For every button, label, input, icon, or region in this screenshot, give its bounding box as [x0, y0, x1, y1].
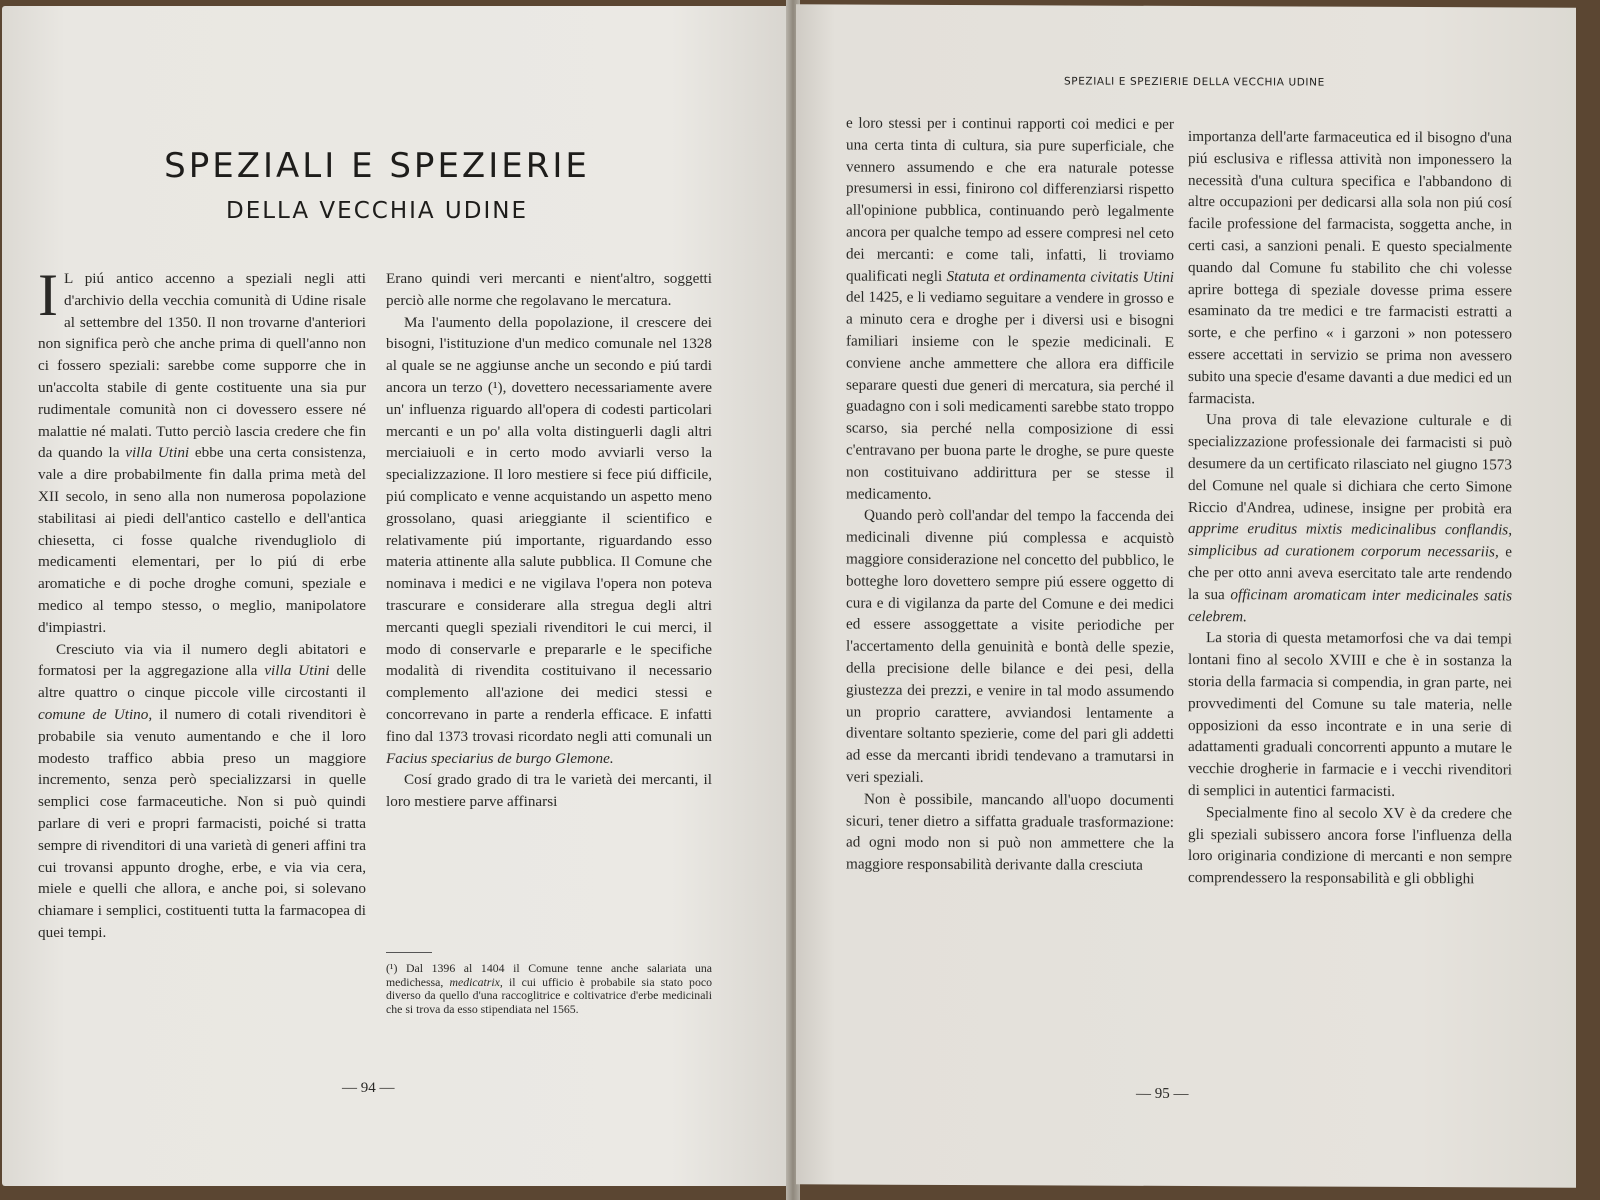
- footnote-rule: [386, 952, 432, 953]
- paragraph: Specialmente fino al secolo XV è da credere che gli speziali subissero ancora forse l'influenza della loro originaria condizione di mercanti e non sempre comprendessero la responsabilità e gli obblighi: [1188, 803, 1512, 888]
- right-column-1: [846, 113, 1174, 877]
- footnote: (¹) Dal 1396 al 1404 il Comune tenne anche salariata una medichessa, medicatrix, il cui ufficio è probabile sia stato poco diverso da quello d'una raccoglitrice e coltivatrice d'erbe medicinali che si trova da esso stipendiata nel 1565.: [386, 961, 712, 1016]
- page-title: SPEZIALI E SPEZIERIE: [164, 146, 590, 186]
- running-head: SPEZIALI E SPEZIERIE DELLA VECCHIA UDINE: [1064, 75, 1325, 89]
- page-number: — 95 —: [1136, 1085, 1189, 1103]
- paragraph: Cosí grado grado di tra le varietà dei mercanti, il loro mestiere parve affinarsi: [386, 771, 712, 811]
- page-subtitle: DELLA VECCHIA UDINE: [225, 198, 529, 224]
- paragraph: Quando però coll'andar del tempo la faccenda dei medicinali divenne piú complessa e acquistò maggiore considerazione nel concetto del pubblico, le botteghe loro dovettero sempre piú essere oggetto di cura e di vigilanza da parte del Comune e dei medici ed essere assoggettate a visite periodiche per l'accertamento della genuinità e bontà delle spezie, della precisione delle bilance e dei pesi, della giustezza dei prezzi, e venire in tal modo assumendo un proprio carattere, avviandosi lentamente a diventare soltanto spezierie, come del pari gli addetti ad esse da mercanti ibridi tendevano a tramutarsi in veri speziali.: [846, 506, 1174, 786]
- paragraph: Erano quindi veri mercanti e nient'altro, soggetti perciò alle norme che regolavano le mercatura.: [386, 270, 712, 309]
- paragraph: I L piú antico accenno a speziali negli atti d'archivio della vecchia comunità di Udine risale al settembre del 1350. Il non trovarne d'anteriori non significa però che anche prima di quell'anno non ci fossero speziali: sarebbe come supporre che in un'accolta stabile di gente costituente una sia pur rudimentale comunità non ci dovessero essere né malattie né malati. Tutto perciò lascia credere che fin da quando la villa Utini ebbe una certa consistenza, vale a dire probabilmente fin dalla prima metà del XII secolo, in seno alla non numerosa popolazione stabilitasi ai piedi dell'antico castello e dell'antica chiesetta, ci fosse qualche rivendugliolo di medicamenti elementari, per lo piú di erbe aromatiche e di poche droghe comuni, speziale e medico al tempo stesso, o meglio, manipolatore d'impiastri.: [38, 262, 366, 636]
- left-column-1: [38, 262, 367, 944]
- paragraph: importanza dell'arte farmaceutica ed il bisogno d'una piú esclusiva e riflessa attività non imponessero la necessità d'una cultura specifica e l'abbandono di altre occupazioni per dedicarsi alla sola non piú cosí facile professione del farmacista, soggetta anche, in certi casi, a sanzioni penali. E questo specialmente quando dal Comune fu stabilito che chi volesse aprire bottega di speziale dovesse prima essere esaminato da tre medici e tre farmacisti estratti a sorte, e che perfino « i garzoni » non potessero essere accettati in servizio se prima non avessero subito una specie d'esame davanti a due medici ed un farmacista.: [1188, 128, 1512, 407]
- left-column-2: [386, 268, 712, 813]
- paragraph: Una prova di tale elevazione culturale e di specializzazione professionale dei farmacisti si può desumere da un certificato rilasciato nel giugno 1573 del Comune nel quale si dichiara che certo Simone Riccio d'Andrea, udinese, insigne per probità era apprime eruditus mixtis medicinalibus conflandis, simplicibus ad curationem corporum necessariis, e che per otto anni aveva esercitato tale arte rendendo la sua officinam aromaticam inter medicinales satis celebrem.: [1188, 411, 1512, 625]
- page-number: — 94 —: [342, 1080, 395, 1096]
- drop-cap: I: [38, 262, 58, 328]
- paragraph: Non è possibile, mancando all'uopo documenti sicuri, tener dietro a siffatta graduale trasformazione: ad ogni modo non si può non ammettere che la maggiore responsabilità derivante dalla cresciuta: [846, 790, 1174, 874]
- paragraph: e loro stessi per i continui rapporti coi medici e per una certa tinta di cultura, sia pure superficiale, che vennero assumendo e che era naturale potesse presumersi in essi, finirono col differenziarsi rispetto all'opinione pubblica, continuando però legalmente ancora per qualche tempo ad essere compresi nel ceto dei mercanti: e come tali, infatti, li troviamo qualificati negli Statuta et ordinamenta civitatis Utini del 1425, e li vediamo seguitare a vendere in grosso e a minuto cera e droghe per i diversi usi e bisogni familiari insieme con le spezie medicinali. E conviene anche ammettere che allora era difficile separare questi due generi di mercatura, sia perché il guadagno con i soli medicamenti sarebbe stato troppo scarso, sia perché nella composizione di essi c'entravano per buona parte le droghe, se pure queste non costituivano addirittura per se stesse il medicamento.: [846, 114, 1175, 503]
- paragraph: Ma l'aumento della popolazione, il crescere dei bisogni, l'istituzione d'un medico comunale nel 1328 al quale se ne aggiunse anche un secondo e piú tardi ancora un terzo (¹), dovettero necessariamente avere un' influenza riguardo all'opera di codesti particolari mercanti e un po' alla volta distinguerli dagli altri merciaiuoli e in certo modo avviarli verso la specializzazione. Il loro mestiere si fece piú difficile, piú complicato e venne acquistando un aspetto meno grossolano, quasi arieggiante il scientifico e relativamente piú importante, riguardando esso materia attinente alla salute pubblica. Il Comune che nominava i medici e ne vigilava l'opera non poteva trascurare e considerare alla stregua degli altri mercanti quegli speziali rivenditori le cui merci, il modo di conservarle e prepararle e le specifiche modalità di rivendita costituivano il necessario complemento all'azione dei medici stessi e concorrevano in parte a renderla efficace. E infatti fino dal 1373 trovasi ricordato negli atti comunali un Facius speciarius de burgo Glemone.: [386, 313, 712, 767]
- right-column-2: [1188, 126, 1512, 890]
- paragraph: La storia di questa metamorfosi che va dai tempi lontani fino al secolo XVIII e che è in sostanza la storia della farmacia si compendia, in gran parte, nei provvedimenti del Comune su tale materia, nelle opposizioni da esso incontrate e in una serie di adattamenti graduali concorrenti appunto a mutare le vecchie drogherie in farmacie e i vecchi rivenditori di semplici in autentici farmacisti.: [1188, 629, 1512, 800]
- paragraph: Cresciuto via via il numero degli abitatori e formatosi per la aggregazione alla villa Utini delle altre quattro o cinque piccole ville circostanti il comune de Utino, il numero di cotali rivenditori è probabile sia venuto aumentando e che il loro modesto traffico abbia preso un maggiore incremento, senza però specializzarsi in quelle semplici cose farmaceutiche. Non si può quindi parlare di veri e propri farmacisti, poiché si tratta sempre di rivenditori di una varietà di generi affini tra cui trovansi appunto droghe, erbe, e via via cera, miele e quelli che allora, e anche poi, si solevano chiamare i semplici, costituenti tutta la farmacopea di quei tempi.: [38, 640, 367, 941]
- right-page: [796, 4, 1576, 1187]
- left-page: [2, 6, 790, 1186]
